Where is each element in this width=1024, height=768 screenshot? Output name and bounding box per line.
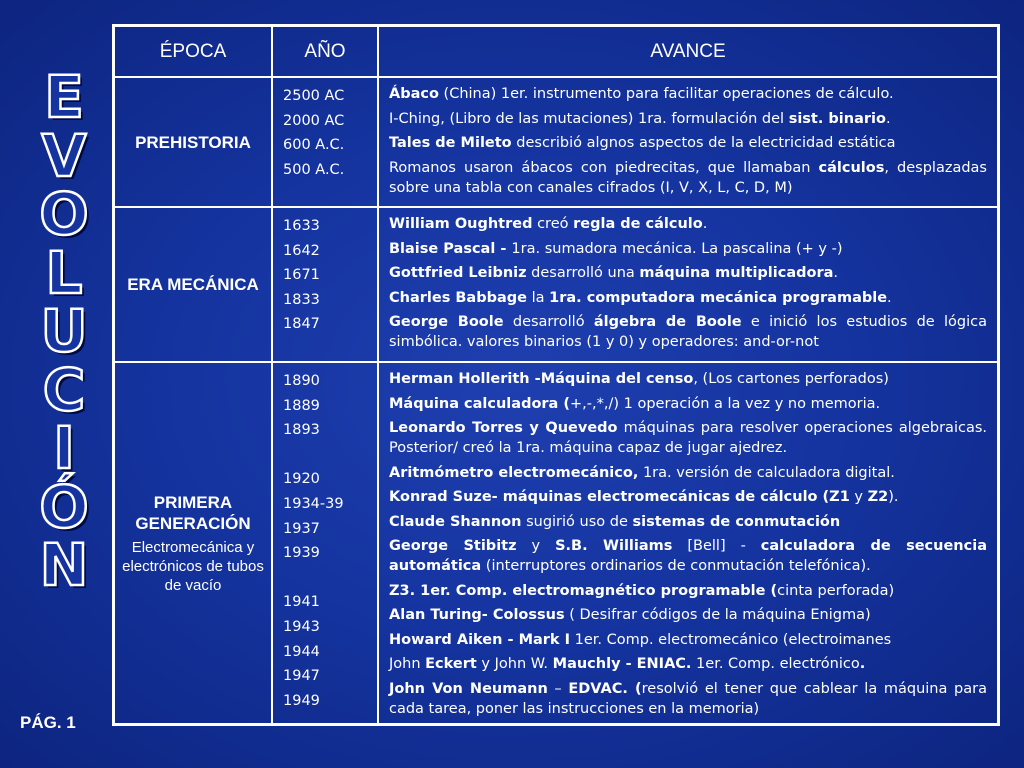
advance-item bbox=[389, 312, 987, 357]
epoca-cell bbox=[114, 207, 272, 362]
advances-cell bbox=[378, 362, 998, 724]
advance-highlight: EDVAC. ( bbox=[568, 680, 642, 697]
advance-text: sugirió uso de bbox=[521, 513, 633, 530]
advances-cell bbox=[378, 207, 998, 362]
advance-highlight: Claude Shannon bbox=[389, 513, 522, 530]
advance-highlight: Gottfried Leibniz bbox=[389, 265, 527, 281]
title-letter: V bbox=[41, 121, 87, 190]
advance-item bbox=[389, 133, 987, 158]
year: 1920 bbox=[283, 471, 320, 488]
advance-item bbox=[389, 536, 987, 581]
advance-item bbox=[389, 109, 987, 134]
vertical-title bbox=[18, 63, 110, 599]
advance-highlight: Mauchly - ENIAC. bbox=[552, 656, 692, 672]
year: 1944 bbox=[283, 643, 320, 660]
advance-item bbox=[389, 84, 987, 109]
year: 1890 bbox=[283, 373, 320, 389]
advance-text: [Bell] - bbox=[672, 538, 761, 554]
advance-text: John bbox=[389, 656, 426, 672]
advance-item bbox=[389, 654, 987, 679]
advance-item bbox=[389, 463, 987, 488]
advance-text: Romanos usaron ábacos con piedrecitas, que llamaban bbox=[389, 159, 819, 176]
advance-item bbox=[389, 263, 987, 288]
advance-text: ). bbox=[888, 489, 899, 505]
era-row bbox=[114, 207, 998, 362]
advance-highlight: cálculos bbox=[818, 159, 885, 176]
header-row bbox=[114, 26, 998, 77]
page-label: PÁG. 1 bbox=[20, 713, 76, 732]
advance-text: 1er. Comp. electrónico bbox=[691, 656, 860, 672]
advance-highlight: sistemas de conmutación bbox=[632, 513, 841, 530]
year: 1847 bbox=[283, 316, 320, 333]
advance-text: describió algnos aspectos de la electricidad estática bbox=[511, 135, 896, 151]
advance-text: I-Ching, (Libro de las mutaciones) 1ra. formulación del bbox=[389, 110, 789, 127]
title-letter: E bbox=[44, 63, 84, 131]
advance-highlight: Herman Hollerith -Máquina del censo bbox=[389, 371, 694, 387]
advance-highlight: álgebra de Boole bbox=[593, 314, 742, 330]
advance-highlight: Máquina calculadora ( bbox=[389, 395, 571, 412]
years-cell bbox=[272, 207, 378, 362]
advance-highlight: 1ra. computadora mecánica programable bbox=[549, 289, 888, 306]
header-avance: AVANCE bbox=[378, 26, 998, 77]
advance-highlight: Tales de Mileto bbox=[389, 135, 512, 151]
advance-text: . bbox=[702, 216, 708, 232]
year: 1949 bbox=[283, 692, 320, 709]
advance-item bbox=[389, 214, 987, 239]
epoca-name: PRIMERA GENERACIÓN bbox=[135, 492, 251, 533]
advance-text: y bbox=[516, 538, 556, 554]
advance-text: desarrolló una bbox=[526, 265, 640, 281]
year bbox=[273, 566, 377, 591]
year: 1889 bbox=[283, 397, 320, 414]
advance-item bbox=[389, 679, 987, 724]
advance-item bbox=[389, 158, 987, 203]
epoca-name: PREHISTORIA bbox=[135, 132, 251, 152]
advance-text: +,-,*,/) 1 operación a la vez y no memoria. bbox=[570, 395, 881, 412]
year: 1671 bbox=[283, 267, 320, 284]
advance-highlight: . bbox=[859, 656, 866, 672]
header-epoca: ÉPOCA bbox=[114, 26, 272, 77]
year: 1934-39 bbox=[283, 495, 344, 512]
advance-text: , desplazadas sobre una tabla con canales cifrados (I, V, X, L, C, D, M) bbox=[389, 159, 987, 196]
advance-highlight: Ábaco bbox=[389, 86, 439, 102]
advance-item bbox=[389, 288, 987, 313]
advance-item bbox=[389, 239, 987, 264]
advance-text: resolvió el tener que cablear la máquina para cada tarea, poner las instrucciones en la memoria) bbox=[389, 680, 987, 717]
advance-highlight: George Stibitz bbox=[389, 538, 517, 554]
advance-text: . bbox=[885, 110, 891, 127]
advance-item bbox=[389, 487, 987, 512]
advances-cell bbox=[378, 77, 998, 207]
advance-text: , (Los cartones perforados) bbox=[693, 371, 889, 387]
years-cell bbox=[272, 362, 378, 724]
year: 1893 bbox=[283, 422, 320, 439]
advance-text: desarrolló bbox=[503, 314, 594, 330]
advance-highlight: Eckert bbox=[425, 656, 477, 672]
advance-highlight: máquina multiplicadora bbox=[639, 265, 834, 281]
advance-text: cinta perforada) bbox=[777, 582, 895, 599]
year: 1642 bbox=[283, 242, 320, 259]
title-letter: U bbox=[40, 297, 88, 365]
header-anio: AÑO bbox=[272, 26, 378, 77]
year: 1947 bbox=[283, 668, 320, 685]
advance-highlight: regla de cálculo bbox=[573, 216, 703, 232]
year: 1937 bbox=[283, 520, 320, 537]
year: 600 A.C. bbox=[283, 137, 345, 154]
advance-text: máquinas para resolver operaciones algebraicas. Posterior/ creó la 1ra. máquina capaz de jugar ajedrez. bbox=[389, 420, 987, 456]
advance-item bbox=[389, 418, 987, 463]
advance-item bbox=[389, 512, 987, 537]
advance-highlight: calculadora de secuencia automática bbox=[389, 538, 987, 574]
title-letter: C bbox=[42, 355, 86, 424]
advance-text: 1ra. sumadora mecánica. La pascalina (+ y -) bbox=[511, 240, 843, 257]
year: 1833 bbox=[283, 291, 320, 308]
evolution-table bbox=[112, 24, 1000, 726]
advance-highlight: William Oughtred bbox=[389, 216, 533, 232]
era-row bbox=[114, 77, 998, 207]
year: 1943 bbox=[283, 618, 320, 635]
advance-text: la bbox=[526, 289, 550, 306]
title-letter: N bbox=[39, 531, 89, 599]
epoca-subtitle: Electromecánica y electrónicos de tubos de vacío bbox=[122, 538, 264, 594]
advance-text: (interruptores ordinarios de conmutación telefónica). bbox=[481, 558, 871, 574]
advance-text: (China) 1er. instrumento para facilitar operaciones de cálculo. bbox=[438, 86, 894, 102]
year: 1939 bbox=[283, 545, 320, 562]
advance-text: y John W. bbox=[476, 656, 553, 672]
advance-highlight: John Von Neumann bbox=[389, 680, 548, 697]
advance-text: . bbox=[833, 265, 839, 281]
advance-highlight: Leonardo Torres y Quevedo bbox=[389, 420, 618, 436]
advance-item bbox=[389, 605, 987, 630]
epoca-cell bbox=[114, 77, 272, 207]
advance-highlight: Blaise Pascal - bbox=[389, 240, 512, 257]
advance-item bbox=[389, 630, 987, 655]
advance-highlight: Howard Aiken - Mark I bbox=[389, 631, 571, 648]
year: 2500 AC bbox=[283, 88, 345, 104]
advance-highlight: George Boole bbox=[389, 314, 504, 330]
year: 1941 bbox=[283, 594, 320, 611]
advance-text: y bbox=[849, 489, 868, 505]
advance-highlight: Z2 bbox=[867, 489, 889, 505]
title-letter: Ó bbox=[39, 472, 89, 541]
advance-highlight: S.B. Williams bbox=[555, 538, 673, 554]
advance-text: . bbox=[887, 289, 892, 306]
advance-item bbox=[389, 369, 987, 394]
epoca-name: ERA MECÁNICA bbox=[127, 275, 259, 294]
title-letter: I bbox=[53, 414, 75, 482]
advance-text: 1er. Comp. electromecánico (electroimanes bbox=[570, 631, 892, 648]
year bbox=[273, 443, 377, 468]
title-letter: L bbox=[45, 238, 83, 307]
advance-highlight: Z3. 1er. Comp. electromagnético programable ( bbox=[389, 582, 778, 599]
advance-highlight: Charles Babbage bbox=[389, 289, 527, 306]
advance-text: 1ra. versión de calculadora digital. bbox=[638, 464, 895, 481]
advance-item bbox=[389, 581, 987, 606]
advance-highlight: sist. binario bbox=[788, 110, 886, 127]
era-row bbox=[114, 362, 998, 724]
epoca-cell bbox=[114, 362, 272, 724]
advance-text: ( Desifrar códigos de la máquina Enigma) bbox=[564, 607, 871, 623]
year: 500 A.C. bbox=[283, 161, 345, 178]
years-cell bbox=[272, 77, 378, 207]
advance-highlight: Alan Turing- Colossus bbox=[389, 607, 565, 623]
year: 2000 AC bbox=[283, 112, 345, 129]
year: 1633 bbox=[283, 218, 320, 234]
advance-text: creó bbox=[532, 216, 574, 232]
title-letter: O bbox=[39, 180, 89, 248]
advance-text: – bbox=[547, 680, 569, 697]
advance-highlight: Konrad Suze- máquinas electromecánicas de cálculo (Z1 bbox=[389, 489, 850, 505]
advance-item bbox=[389, 394, 987, 419]
advance-text: e inició los estudios de lógica simbólica. valores binarios (1 y 0) y operadores: and-or-not bbox=[389, 314, 988, 350]
advance-highlight: Aritmómetro electromecánico, bbox=[389, 464, 639, 481]
